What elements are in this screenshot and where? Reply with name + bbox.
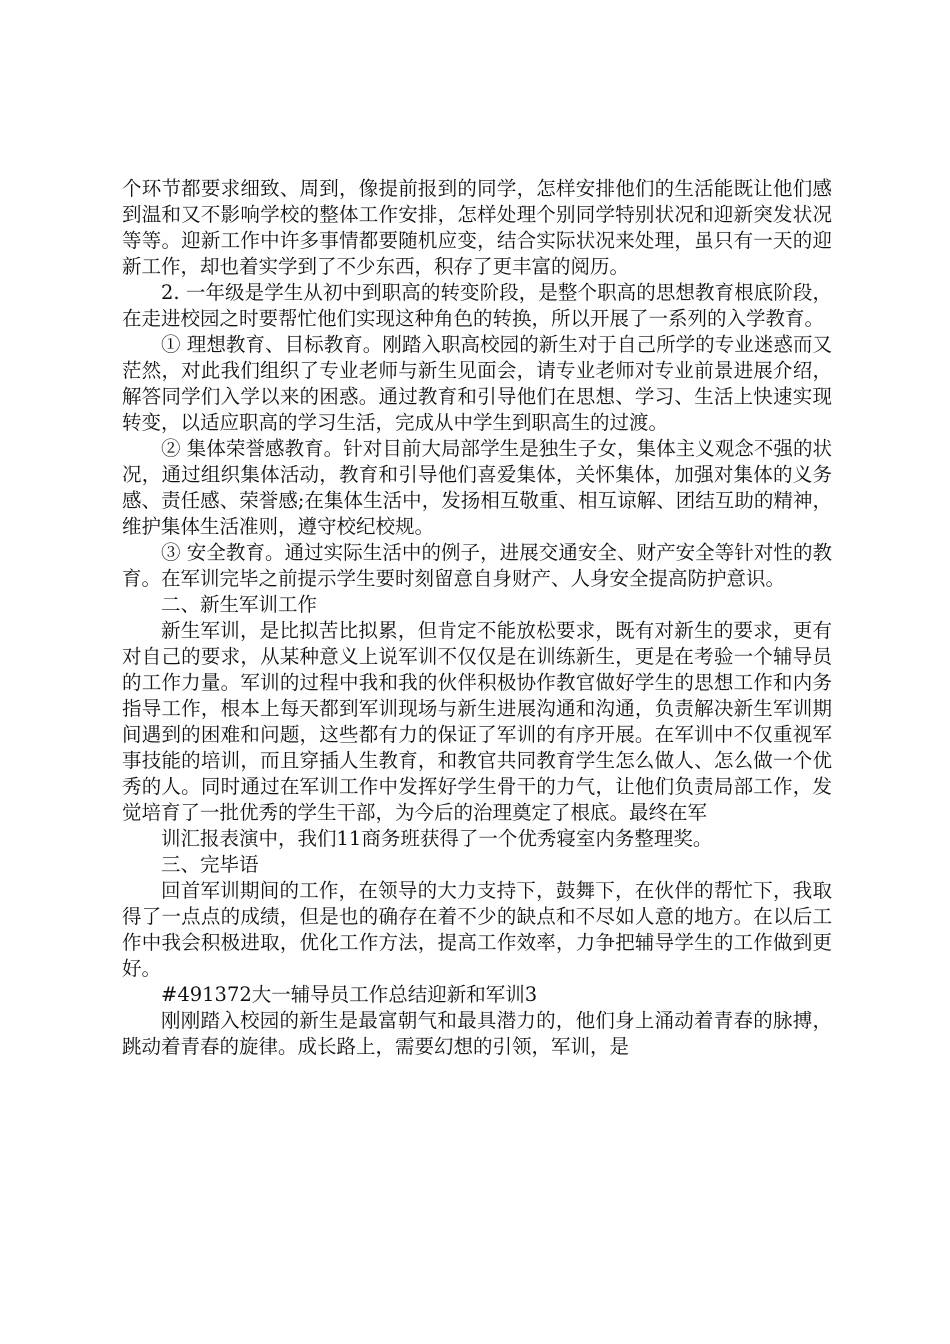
paragraph-safety-education: ③ 安全教育。通过实际生活中的例子，进展交通安全、财产安全等针对性的教育。在军训完毕之前提示学生要时刻留意自身财产、人身安全提高防护意识。: [122, 541, 832, 590]
document-page: [122, 176, 832, 1060]
section-heading-military-training: 二、新生军训工作: [161, 593, 318, 616]
paragraph-conclusion: 回首军训期间的工作，在领导的大力支持下，鼓舞下，在伙伴的帮忙下，我取得了一点点的成绩，但是也的确存在着不少的缺点和不尽如人意的地方。在以后工作中我会积极进取，优化工作方法，提高工作效率，力争把辅导学生的工作做到更好。: [122, 879, 832, 980]
paragraph-military-award: 训汇报表演中，我们11商务班获得了一个优秀寝室内务整理奖。: [161, 827, 713, 850]
paragraph-item-2: 2. 一年级是学生从初中到职高的转变阶段，是整个职高的思想教育根底阶段，在走进校园之时要帮忙他们实现这种角色的转换，所以开展了一系列的入学教育。: [122, 281, 832, 330]
article-title: #491372大一辅导员工作总结迎新和军训3: [161, 983, 538, 1006]
paragraph-ideal-education: ① 理想教育、目标教育。刚踏入职高校园的新生对于自己所学的专业迷惑而又茫然，对此我们组织了专业老师与新生见面会，请专业老师对专业前景进展介绍，解答同学们入学以来的困惑。通过教育和引导他们在思想、学习、生活上快速实现转变，以适应职高的学习生活，完成从中学生到职高生的过渡。: [122, 333, 832, 434]
paragraph-new-students: 刚刚踏入校园的新生是最富朝气和最具潜力的，他们身上涌动着青春的脉搏，跳动着青春的旋律。成长路上，需要幻想的引领，军训，是: [122, 1009, 832, 1058]
section-heading-conclusion: 三、完毕语: [161, 853, 259, 876]
paragraph-military-training: 新生军训，是比拟苦比拟累，但肯定不能放松要求，既有对新生的要求，更有对自己的要求，从某种意义上说军训不仅仅是在训练新生，更是在考验一个辅导员的工作力量。军训的过程中我和我的伙伴积极协作教官做好学生的思想工作和内务指导工作，根本上每天都到军训现场与新生进展沟通和沟通，负责解决新生军训期间遇到的困难和问题，这些都有力的保证了军训的有序开展。在军训中不仅重视军事技能的培训，而且穿插人生教育，和教官共同教育学生怎么做人、怎么做一个优秀的人。同时通过在军训工作中发挥好学生骨干的力气，让他们负责局部工作，发觉培育了一批优秀的学生干部，为今后的治理奠定了根底。最终在军: [122, 619, 832, 824]
paragraph-welcome-continued: 个环节都要求细致、周到，像提前报到的同学，怎样安排他们的生活能既让他们感到温和又不影响学校的整体工作安排，怎样处理个别同学特别状况和迎新突发状况等等。迎新工作中许多事情都要随机应变，结合实际状况来处理，虽只有一天的迎新工作，却也着实学到了不少东西，积存了更丰富的阅历。: [122, 177, 832, 278]
paragraph-collective-honor: ② 集体荣誉感教育。针对目前大局部学生是独生子女，集体主义观念不强的状况，通过组织集体活动，教育和引导他们喜爱集体，关怀集体，加强对集体的义务感、责任感、荣誉感;在集体生活中，发扬相互敬重、相互谅解、团结互助的精神，维护集体生活准则，遵守校纪校规。: [122, 437, 832, 538]
